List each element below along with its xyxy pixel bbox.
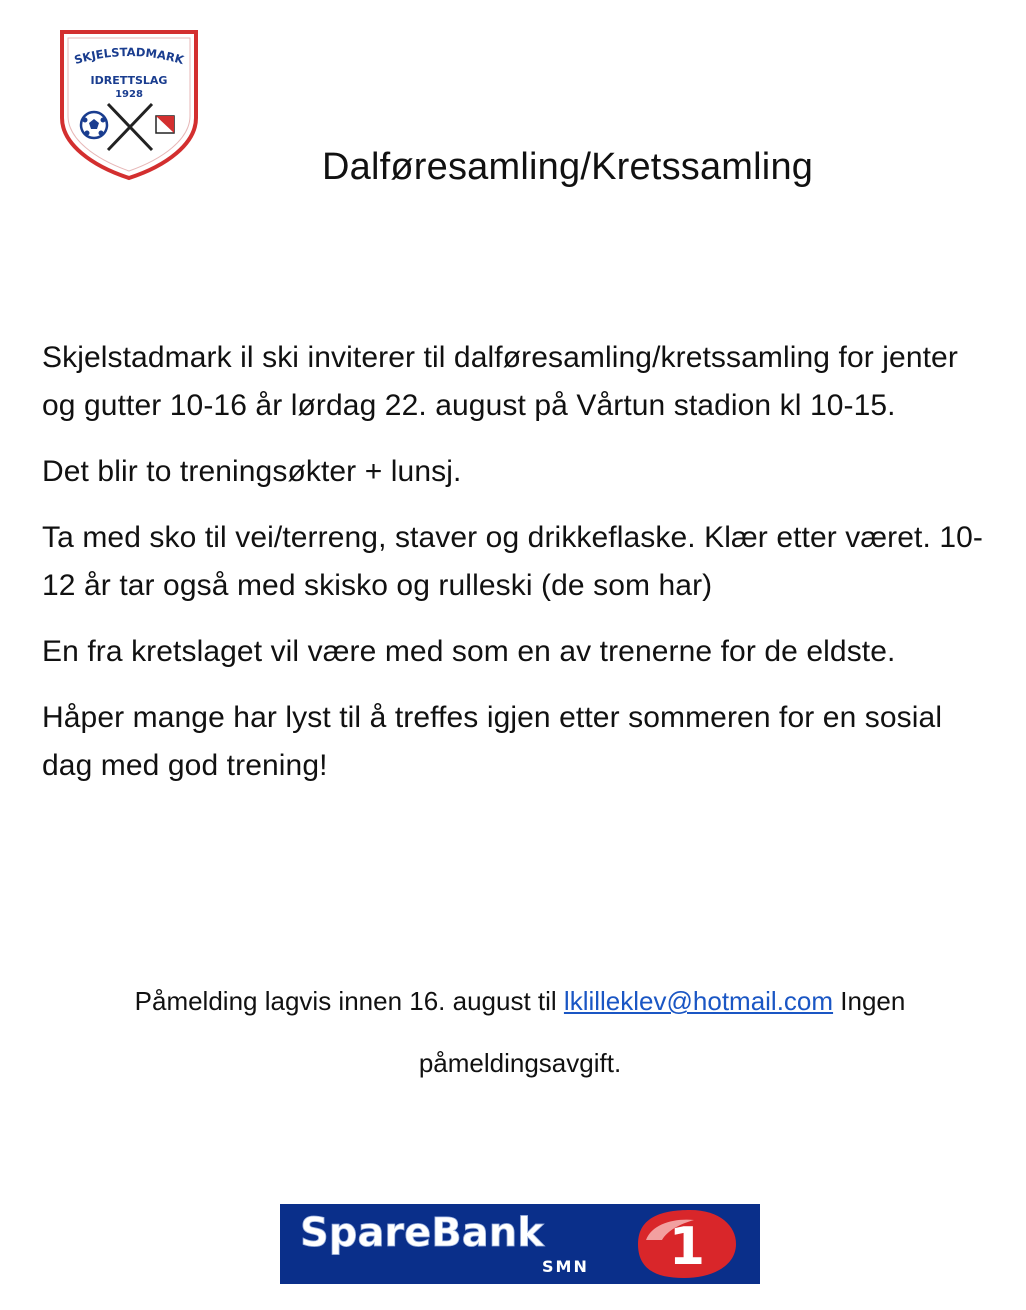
logo-year: 1928	[115, 89, 143, 100]
signup-email-link[interactable]: lklilleklev@hotmail.com	[563, 986, 834, 1016]
logo-line2: IDRETTSLAG	[90, 74, 168, 87]
signup-info	[40, 970, 1000, 1094]
club-logo	[56, 26, 202, 182]
sponsor-number-badge	[638, 1210, 736, 1278]
sponsor-name: SpareBank	[300, 1210, 544, 1256]
sponsor-number: 1	[668, 1217, 706, 1277]
paragraph-program: Det blir to treningsøkter + lunsj.	[42, 455, 462, 488]
football-icon	[81, 112, 107, 138]
signup-text-after: Ingen påmeldingsavgift.	[418, 986, 906, 1078]
sponsor-sub: SMN	[542, 1257, 589, 1276]
paragraph-coach: En fra kretslaget vil være med som en av trenerne for de eldste.	[42, 635, 896, 668]
logo-line1: SKJELSTADMARK	[72, 44, 186, 68]
paragraph-closing: Håper mange har lyst til å treffes igjen etter sommeren for en sosial dag med god trening!	[42, 701, 943, 782]
page-title: Dalføresamling/Kretssamling	[322, 146, 814, 188]
club-crest-icon	[56, 26, 202, 182]
paragraph-equipment: Ta med sko til vei/terreng, staver og drikkeflaske. Klær etter været. 10-12 år tar også med skisko og rulleski (de som har)	[42, 521, 983, 602]
signup-text-before: Påmelding lagvis innen 16. august til	[134, 986, 564, 1016]
orienteering-flag-icon	[156, 116, 174, 133]
sponsor-logo	[280, 1204, 760, 1284]
paragraph-invitation: Skjelstadmark il ski inviterer til dalføresamling/kretssamling for jenter og gutter 10-16 år lørdag 22. august på Vårtun stadion kl 10-15.	[42, 341, 958, 422]
body-text	[42, 334, 992, 808]
sparebank-logo-icon	[280, 1204, 760, 1284]
